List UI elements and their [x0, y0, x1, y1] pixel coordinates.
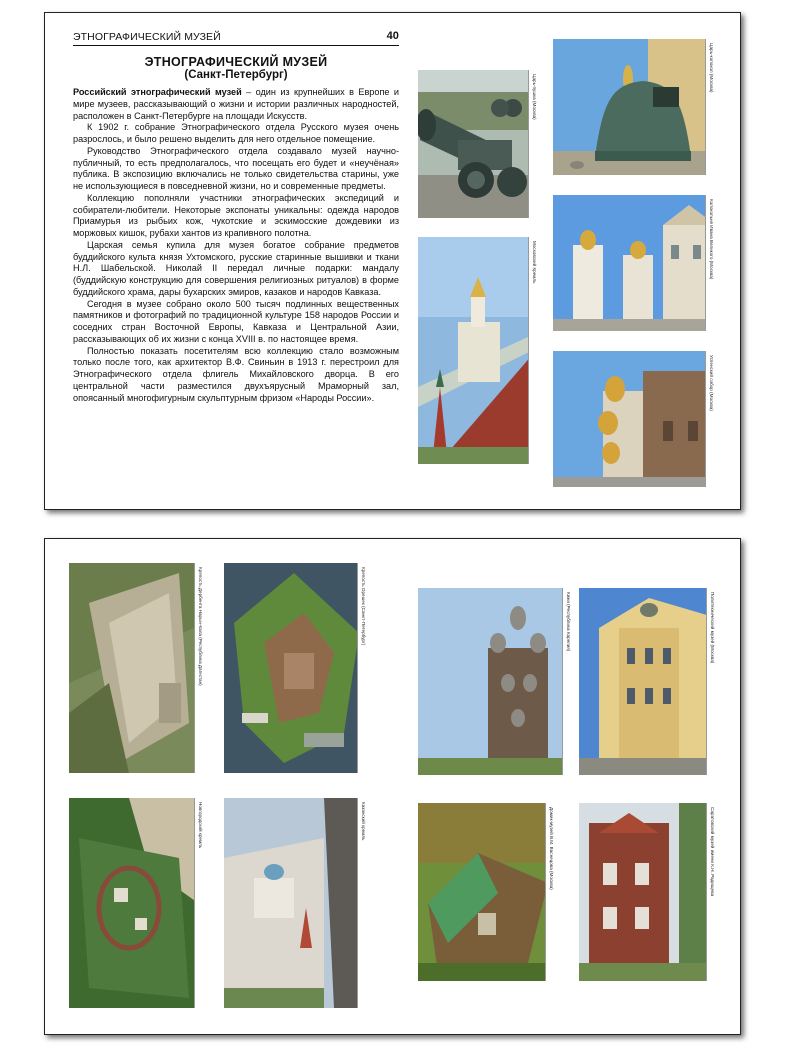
photo-kazan — [224, 798, 368, 1008]
photo-caption — [706, 803, 717, 981]
paragraph: Царская семья купила для музея богатое собрание предметов буддийского культа князя Ухтомского, русские старинные вышивки и ткани Н.Л. Шабельской. Николай II передал личные подарки: мандалу (буддийскую конструкцию для совершения религиозных ритуалов) в форме буддийского храма, дары бухарских эмиров, казаков и народов Кавказа. — [73, 239, 399, 297]
photo-kizhi — [418, 588, 573, 775]
paragraph: К 1902 г. собрание Этнографического отдела Русского музея очень разрослось, и было решено выделить для него отдельное помещение. — [73, 122, 399, 144]
paragraph: Полностью показать посетителям всю коллекцию стало возможным только после того, как архитектор В.Ф. Свиньин в 1913 г. перестроил для Этнографического отдела флигель Михайловского дворца. В его центральной части разместился двухъярусный Мраморный зал, опоясанный многофигурным скульптурным фризом «Народы России». — [73, 345, 399, 403]
paragraph: Коллекцию пополняли участники этнографических экспедиций и собиратели-любители. Некоторые экспонаты уникальны: одежда народов Приамурья из рыбьих кож, чукотские и эскимосские дождевики из моржовых кишок, рубахи хантов из крапивного полотна. — [73, 192, 399, 238]
photo-cathedral — [553, 351, 716, 487]
photo-caption — [545, 803, 556, 981]
photo-caption — [705, 351, 716, 487]
island-photo-image — [224, 563, 368, 773]
photo-caption — [194, 798, 205, 1008]
photo-caption — [357, 563, 368, 773]
museum-photo-image — [579, 588, 717, 775]
paragraph: Руководство Этнографического отдела создавало музей научно-публичный, то есть предполагалось, что посещать его будет и «неучёная» публика. В экспозицию включались не только свидетельства старины, уже не использующиеся в повседневной жизни, но и современные предметы. — [73, 145, 399, 191]
bottom-book-spread — [44, 538, 741, 1035]
photo-bell — [553, 39, 716, 175]
bell-photo-image — [553, 39, 716, 175]
caption-text: Домик-музей В.М. Васнецова (Москва) — [549, 807, 554, 890]
fortress-photo-image — [69, 563, 205, 773]
photo-brick — [579, 803, 717, 981]
caption-text: Колокольня Ивана Великого (Москва) — [709, 199, 714, 280]
photo-belltower — [553, 195, 716, 331]
caption-text: Политехнический музей (Москва) — [710, 592, 715, 664]
caption-text: Новгородский кремль — [198, 802, 203, 849]
brick-photo-image — [579, 803, 717, 981]
kremlin-photo-image — [418, 237, 539, 464]
running-head-title: ЭТНОГРАФИЧЕСКИЙ МУЗЕЙ — [73, 31, 221, 43]
belltower-photo-image — [553, 195, 716, 331]
photo-cannon — [418, 70, 539, 218]
running-head — [73, 31, 399, 46]
caption-text: Царь-колокол (Москва) — [709, 43, 714, 93]
photo-caption — [528, 237, 539, 464]
caption-text: Царь-пушка (Москва) — [532, 74, 537, 120]
photo-caption — [562, 588, 573, 775]
photo-caption — [705, 39, 716, 175]
caption-text: Крепость Орешек (Санкт-Петербург) — [361, 567, 366, 646]
paragraph: Сегодня в музее собрано около 500 тысяч подлинных вещественных памятников и фотографий по традиционной культуре 158 народов России и соседних стран Восточной Европы, Кавказа и Центральной Азии, рассказывающих об их жизни с конца XVIII в. по настоящее время. — [73, 298, 399, 344]
novgorod-photo-image — [69, 798, 205, 1008]
caption-text: Саратовский музей имени К.Н. Радищева — [710, 807, 715, 897]
photo-house — [418, 803, 556, 981]
house-photo-image — [418, 803, 556, 981]
article-subtitle: (Санкт-Петербург) — [184, 69, 288, 81]
caption-text: Крепость Дербента Нарын-Кала (Республика Дагестан) — [198, 567, 203, 686]
photo-caption — [706, 588, 717, 775]
photo-caption — [705, 195, 716, 331]
photo-caption — [528, 70, 539, 218]
article-title: ЭТНОГРАФИЧЕСКИЙ МУЗЕЙ — [144, 55, 328, 69]
photo-island — [224, 563, 368, 773]
kizhi-photo-image — [418, 588, 573, 775]
photo-caption — [357, 798, 368, 1008]
article-body — [73, 87, 399, 404]
caption-text: Казанский кремль — [361, 802, 366, 841]
kazan-photo-image — [224, 798, 368, 1008]
photo-novgorod — [69, 798, 205, 1008]
photo-museum — [579, 588, 717, 775]
caption-text: Московский Кремль — [532, 241, 537, 284]
cannon-photo-image — [418, 70, 539, 218]
lead-paragraph — [73, 87, 399, 122]
photo-caption — [194, 563, 205, 773]
caption-text: Успенский собор (Москва) — [709, 355, 714, 411]
top-book-spread — [44, 12, 741, 510]
page-number: 40 — [386, 30, 399, 42]
lead-text: – один из крупнейших в Европе и мире музеев, рассказывающий о жизни и истории различных народностей, расположен в Санкт-Петербурге на площади Искусств. — [73, 87, 399, 121]
cathedral-photo-image — [553, 351, 716, 487]
lead-bold-text: Российский этнографический музей — [73, 87, 242, 97]
photo-fortress — [69, 563, 205, 773]
caption-text: Кижи (Республика Карелия) — [566, 592, 571, 652]
photo-kremlin — [418, 237, 539, 464]
